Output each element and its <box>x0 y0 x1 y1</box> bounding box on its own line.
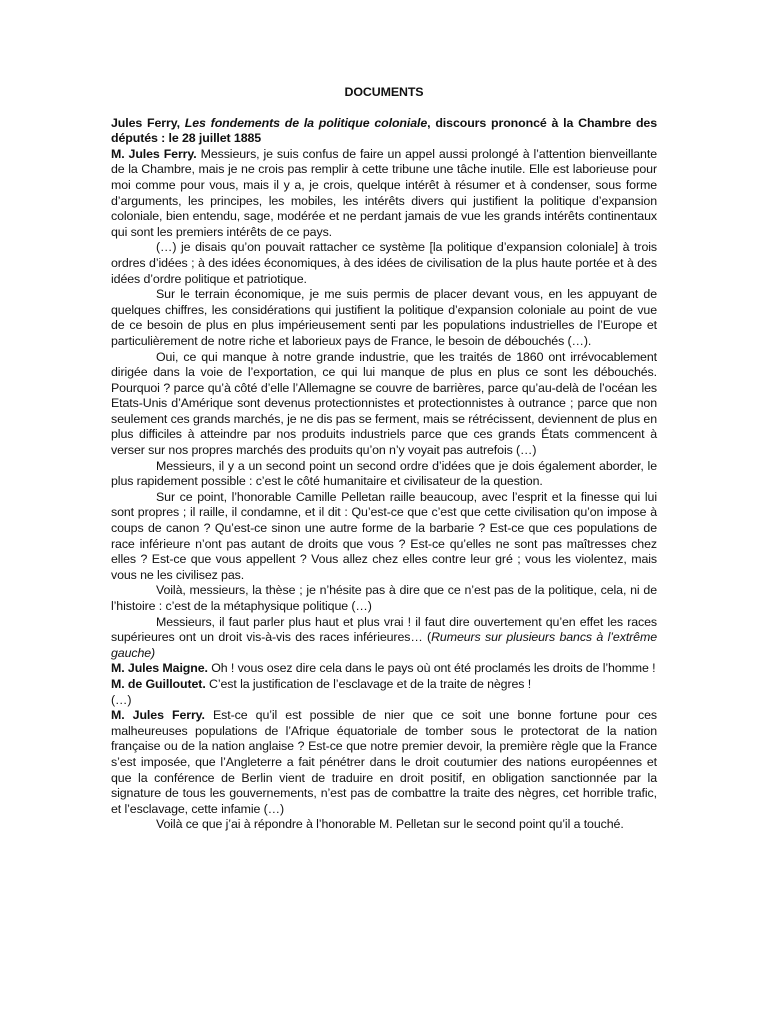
paragraph-text: Sur ce point, l’honorable Camille Pelletan raille beaucoup, avec l’esprit et la finesse qui lui sont propres ; il raille, il condamne, et il dit : Qu’est-ce que c’est que cette civilisation qu’on impose à coups de canon ? Qu’est-ce sinon une autre forme de la barbarie ? Est-ce que ces populations de race inférieure n’ont pas autant de droits que vous ? Est-ce qu’elles ne sont pas maîtresses chez elles ? Est-ce que vous appellent ? Vous allez chez elles contre leur gré ; vous les violentez, mais vous ne les civilisez pas. <box>111 489 657 582</box>
paragraph-text: Oui, ce qui manque à notre grande industrie, que les traités de 1860 ont irrévocablement dirigée dans la voie de l’exportation, ce qui lui manque de plus en plus ce sont les débouchés. Pourquoi ? parce qu’à côté d’elle l’Allemagne se couvre de barrières, parce qu’au-delà de l’océan les Etats-Unis d’Amérique sont devenus protectionnistes et protectionnistes à outrance ; parce que non seulement ces grands marchés, je ne dis pas se ferment, mais se rétrécissent, deviennent de plus en plus difficiles à atteindre par nos produits industriels parce que ces grands États commencent à verser sur nos propres marchés des produits qu’on n’y voyait pas autrefois (…) <box>111 349 657 458</box>
paragraph-text: Messieurs, je suis confus de faire un appel aussi prolongé à l’attention bienveillante de la Chambre, mais je ne crois pas remplir à cette tribune une tâche inutile. Elle est laborieuse pour moi comme pour vous, mais il y a, je crois, quelque intérêt à résumer et à condenser, sous forme d’arguments, les principes, les mobiles, les intérêts divers qui justifient la politique d’expansion coloniale, bien entendu, sage, modérée et ne perdant jamais de vue les grands intérêts continentaux qui sont les premiers intérêts de ce pays. <box>111 146 657 239</box>
paragraph <box>111 583 657 614</box>
document-heading <box>111 116 657 147</box>
speaker-name: M. Jules Maigne. <box>111 661 208 676</box>
paragraph-text: Messieurs, il y a un second point un second ordre d’idées que je dois également aborder, le plus rapidement possible : c’est le côté humanitaire et civilisateur de la question. <box>111 458 657 489</box>
paragraph <box>111 350 657 459</box>
speaker-name: M. de Guilloutet. <box>111 676 206 691</box>
paragraph-text: Voilà ce que j’ai à répondre à l’honorable M. Pelletan sur le second point qu’il a touché. <box>156 817 624 832</box>
paragraph <box>111 287 657 349</box>
paragraph <box>111 459 657 490</box>
paragraph <box>111 661 657 677</box>
paragraph <box>111 693 657 709</box>
stage-direction: Rumeurs sur plusieurs bancs à l’extrême gauche) <box>111 630 657 660</box>
paragraph-text: Est-ce qu’il est possible de nier que ce soit une bonne fortune pour ces malheureuses populations de l’Afrique équatoriale de tomber sous le protectorat de la nation française ou de la nation anglaise ? Est-ce que notre premier devoir, la première règle que la France s’est imposée, que l’Angleterre a fait pénétrer dans le droit coutumier des nations européennes et que la conférence de Berlin vient de traduire en droit positif, en obligation sanctionnée par la signature de tous les gouvernements, n’est pas de combattre la traite des nègres, cet horrible trafic, et l’esclavage, cette infamie (…) <box>111 708 658 816</box>
heading-author: Jules Ferry, <box>111 115 185 130</box>
paragraph-text: Oh ! vous osez dire cela dans le pays où ont été proclamés les droits de l’homme ! <box>207 661 656 676</box>
speaker-name: M. Jules Ferry. <box>111 708 205 723</box>
speaker-name: M. Jules Ferry. <box>111 146 197 161</box>
heading-details: , discours prononcé à la Chambre des députés : le 28 juillet 1885 <box>111 115 657 146</box>
paragraph <box>111 240 657 287</box>
paragraph-text: C’est la justification de l’esclavage et de la traite de nègres ! <box>205 676 532 691</box>
paragraph <box>111 615 657 662</box>
paragraph-text: (…) je disais qu’on pouvait rattacher ce système [la politique d’expansion coloniale] à trois ordres d’idées ; à des idées économiques, à des idées de civilisation de la plus haute portée et à des idées d’ordre politique et patriotique. <box>111 240 657 286</box>
paragraph <box>111 708 657 817</box>
ellipsis: (…) <box>111 692 132 707</box>
heading-work-title: Les fondements de la politique coloniale <box>184 115 428 130</box>
paragraph <box>111 490 657 584</box>
page-title: DOCUMENTS <box>344 85 424 99</box>
paragraph-text: Sur le terrain économique, je me suis permis de placer devant vous, en les appuyant de quelques chiffres, les considérations qui justifient la politique d’expansion coloniale au point de vue de ce besoin de plus en plus impérieusement senti par les populations industrielles de l’Europe et particulièrement de notre riche et laborieux pays de France, le besoin de débouchés (…). <box>111 287 657 348</box>
paragraph-text: Voilà, messieurs, la thèse ; je n’hésite pas à dire que ce n’est pas de la politique, cela, ni de l’histoire : c’est de la métaphysique politique (…) <box>111 583 657 613</box>
paragraph <box>111 147 657 241</box>
paragraph <box>111 817 657 833</box>
paragraph <box>111 677 657 693</box>
paragraph-text: Messieurs, il faut parler plus haut et plus vrai ! il faut dire ouvertement qu’en effet les races supérieures ont un droit vis-à-vis des races inférieures… ( <box>111 614 657 645</box>
